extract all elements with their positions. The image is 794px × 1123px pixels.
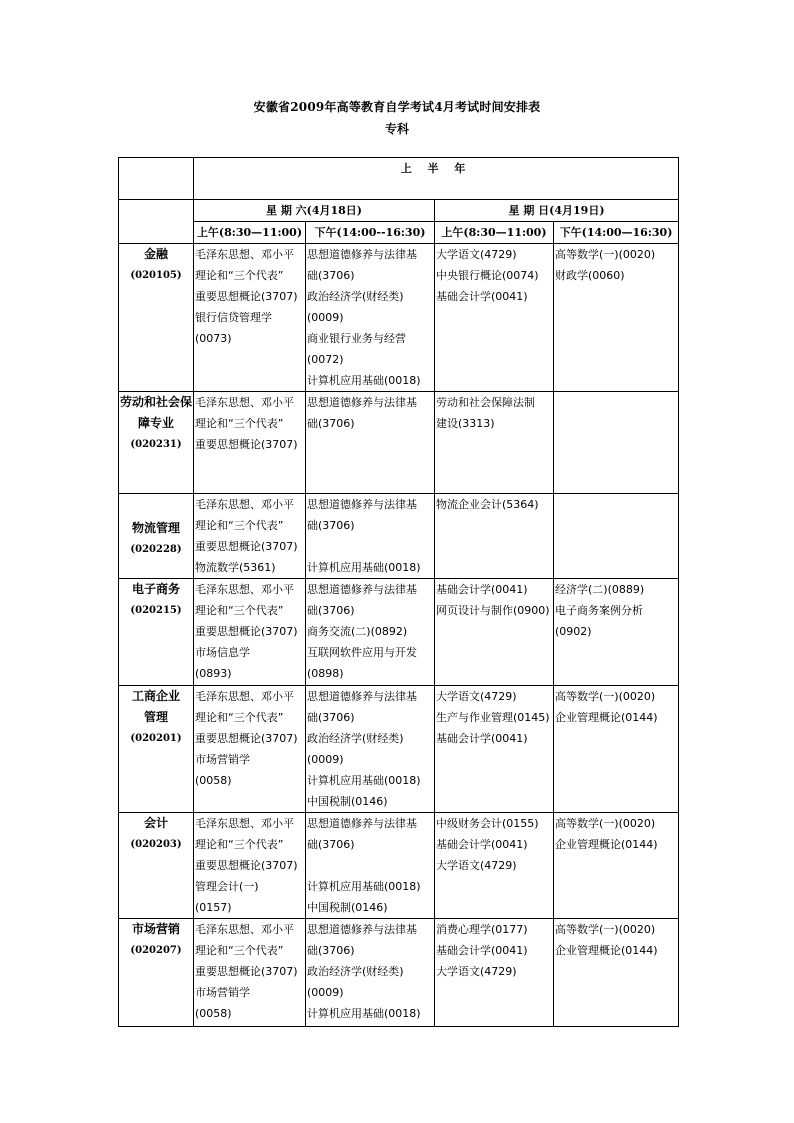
course-line: 理论和“三个代表” bbox=[195, 269, 284, 282]
corner-cell-lower bbox=[119, 200, 194, 244]
course-line: 理论和“三个代表” bbox=[195, 417, 284, 430]
major-cell bbox=[119, 579, 194, 686]
course-line: (0009) bbox=[307, 753, 344, 766]
major-cell bbox=[119, 244, 194, 392]
course-line: 物流企业会计(5364) bbox=[436, 498, 539, 511]
major-name: 会计 bbox=[143, 816, 168, 830]
course-line: 高等数学(一)(0020) bbox=[555, 923, 656, 936]
course-line: 基础会计学(0041) bbox=[436, 838, 528, 851]
course-line: 重要思想概论(3707) bbox=[195, 625, 298, 638]
course-line: 毛泽东思想、邓小平 bbox=[195, 583, 294, 596]
major-code: (020207) bbox=[130, 945, 182, 956]
exam-slot-cell bbox=[435, 686, 554, 813]
course-line: 毛泽东思想、邓小平 bbox=[195, 498, 294, 511]
table-row bbox=[119, 919, 679, 1027]
course-line: 计算机应用基础(0018) bbox=[307, 1007, 421, 1020]
exam-slot-cell bbox=[554, 686, 679, 813]
exam-slot-cell bbox=[194, 919, 306, 1027]
course-line: 理论和“三个代表” bbox=[195, 519, 284, 532]
major-cell bbox=[119, 686, 194, 813]
course-line: 思想道德修养与法律基 bbox=[307, 690, 417, 703]
course-line: 政治经济学(财经类) bbox=[307, 965, 404, 978]
major-name: 劳动和社会保 bbox=[119, 395, 192, 409]
table-row bbox=[119, 686, 679, 813]
course-line: 高等数学(一)(0020) bbox=[555, 248, 656, 261]
course-line: 市场信息学 bbox=[195, 646, 250, 659]
exam-slot-cell bbox=[194, 813, 306, 919]
course-line: (0009) bbox=[307, 311, 344, 324]
course-line: (0902) bbox=[555, 625, 592, 638]
table-row bbox=[119, 579, 679, 686]
sunday-header: 星 期 日(4月19日) bbox=[435, 200, 679, 222]
exam-slot-cell bbox=[435, 919, 554, 1027]
course-line: 网页设计与制作(0900) bbox=[436, 604, 550, 617]
course-line: (0073) bbox=[195, 332, 232, 345]
exam-slot-cell bbox=[306, 494, 435, 579]
exam-slot-cell bbox=[554, 392, 679, 494]
slot-header-sun-pm: 下午(14:00—16:30) bbox=[554, 222, 679, 244]
slot-header-sat-am: 上午(8:30—11:00) bbox=[194, 222, 306, 244]
course-line: 中国税制(0146) bbox=[307, 901, 388, 914]
course-line bbox=[307, 536, 434, 557]
major-name: 物流管理 bbox=[131, 521, 180, 535]
exam-slot-cell bbox=[306, 579, 435, 686]
slot-header-sun-am: 上午(8:30—11:00) bbox=[435, 222, 554, 244]
major-code: (020231) bbox=[130, 439, 182, 450]
course-line: 消费心理学(0177) bbox=[436, 923, 528, 936]
course-line: 物流数学(5361) bbox=[195, 561, 276, 574]
course-line: 重要思想概论(3707) bbox=[195, 859, 298, 872]
course-line: 大学语文(4729) bbox=[436, 690, 517, 703]
major-name: 障专业 bbox=[137, 416, 174, 430]
table-row bbox=[119, 494, 679, 579]
course-line: 理论和“三个代表” bbox=[195, 944, 284, 957]
exam-slot-cell bbox=[194, 686, 306, 813]
major-name: 工商企业 bbox=[131, 689, 180, 703]
exam-slot-cell bbox=[306, 813, 435, 919]
major-cell bbox=[119, 392, 194, 494]
course-line: 理论和“三个代表” bbox=[195, 711, 284, 724]
major-code: (020105) bbox=[130, 270, 182, 281]
exam-slot-cell bbox=[554, 244, 679, 392]
course-line: 计算机应用基础(0018) bbox=[307, 880, 421, 893]
course-line: 大学语文(4729) bbox=[436, 859, 517, 872]
exam-slot-cell bbox=[435, 813, 554, 919]
course-line: (0893) bbox=[195, 667, 232, 680]
course-line: 基础会计学(0041) bbox=[436, 583, 528, 596]
major-cell bbox=[119, 813, 194, 919]
exam-slot-cell bbox=[435, 494, 554, 579]
course-line: 基础会计学(0041) bbox=[436, 290, 528, 303]
course-line: 础(3706) bbox=[307, 711, 355, 724]
course-line: 政治经济学(财经类) bbox=[307, 732, 404, 745]
course-line: 础(3706) bbox=[307, 604, 355, 617]
course-line: 电子商务案例分析 bbox=[555, 604, 643, 617]
course-line: 重要思想概论(3707) bbox=[195, 965, 298, 978]
course-line: 企业管理概论(0144) bbox=[555, 838, 658, 851]
course-line: 企业管理概论(0144) bbox=[555, 711, 658, 724]
exam-slot-cell bbox=[306, 686, 435, 813]
course-line: 计算机应用基础(0018) bbox=[307, 561, 421, 574]
course-line: 大学语文(4729) bbox=[436, 248, 517, 261]
course-line: 高等数学(一)(0020) bbox=[555, 817, 656, 830]
exam-slot-cell bbox=[194, 579, 306, 686]
course-line: 毛泽东思想、邓小平 bbox=[195, 817, 294, 830]
major-code: (020201) bbox=[130, 733, 182, 744]
course-line: 思想道德修养与法律基 bbox=[307, 248, 417, 261]
course-line: (0058) bbox=[195, 1007, 232, 1020]
course-line: 重要思想概论(3707) bbox=[195, 438, 298, 451]
course-line: 计算机应用基础(0018) bbox=[307, 374, 421, 387]
course-line: 中级财务会计(0155) bbox=[436, 817, 539, 830]
major-name: 电子商务 bbox=[131, 582, 180, 596]
table-row bbox=[119, 813, 679, 919]
exam-slot-cell bbox=[306, 244, 435, 392]
course-line: 毛泽东思想、邓小平 bbox=[195, 923, 294, 936]
course-line: 思想道德修养与法律基 bbox=[307, 817, 417, 830]
course-line: (0009) bbox=[307, 986, 344, 999]
course-line: (0058) bbox=[195, 774, 232, 787]
course-line: 重要思想概论(3707) bbox=[195, 732, 298, 745]
course-line: 基础会计学(0041) bbox=[436, 944, 528, 957]
exam-slot-cell bbox=[194, 244, 306, 392]
course-line: 高等数学(一)(0020) bbox=[555, 690, 656, 703]
course-line: 毛泽东思想、邓小平 bbox=[195, 396, 294, 409]
exam-slot-cell bbox=[554, 919, 679, 1027]
course-line: 大学语文(4729) bbox=[436, 965, 517, 978]
course-line: 毛泽东思想、邓小平 bbox=[195, 690, 294, 703]
exam-slot-cell bbox=[194, 392, 306, 494]
saturday-header: 星 期 六(4月18日) bbox=[194, 200, 435, 222]
course-line: 建设(3313) bbox=[436, 417, 495, 430]
major-name: 管理 bbox=[143, 710, 168, 724]
course-line: 管理会计(一) bbox=[195, 880, 259, 893]
course-line: 础(3706) bbox=[307, 417, 355, 430]
exam-slot-cell bbox=[554, 579, 679, 686]
table-row bbox=[119, 244, 679, 392]
corner-cell bbox=[119, 158, 194, 200]
major-code: (020215) bbox=[130, 605, 182, 616]
course-line: 生产与作业管理(0145) bbox=[436, 711, 550, 724]
slot-header-sat-pm: 下午(14:00--16:30) bbox=[306, 222, 435, 244]
course-line: 财政学(0060) bbox=[555, 269, 625, 282]
exam-slot-cell bbox=[554, 813, 679, 919]
exam-slot-cell bbox=[554, 494, 679, 579]
exam-slot-cell bbox=[194, 494, 306, 579]
table-row bbox=[119, 392, 679, 494]
major-cell bbox=[119, 494, 194, 579]
exam-slot-cell bbox=[435, 392, 554, 494]
course-line: 重要思想概论(3707) bbox=[195, 290, 298, 303]
course-line: 商业银行业务与经营 bbox=[307, 332, 406, 345]
course-line: 市场营销学 bbox=[195, 753, 250, 766]
major-code: (020203) bbox=[130, 839, 182, 850]
major-name: 市场营销 bbox=[131, 922, 180, 936]
course-line: 础(3706) bbox=[307, 944, 355, 957]
course-line: 思想道德修养与法律基 bbox=[307, 498, 417, 511]
document-subtitle: 专科 bbox=[384, 122, 409, 136]
course-line: 中央银行概论(0074) bbox=[436, 269, 539, 282]
course-line: 基础会计学(0041) bbox=[436, 732, 528, 745]
course-line: 商务交流(二)(0892) bbox=[307, 625, 408, 638]
exam-slot-cell bbox=[306, 392, 435, 494]
course-line: 重要思想概论(3707) bbox=[195, 540, 298, 553]
course-line: (0072) bbox=[307, 353, 344, 366]
course-line: 理论和“三个代表” bbox=[195, 838, 284, 851]
course-line: 银行信贷管理学 bbox=[195, 311, 272, 324]
course-line: 企业管理概论(0144) bbox=[555, 944, 658, 957]
course-line: 础(3706) bbox=[307, 838, 355, 851]
exam-schedule-table bbox=[118, 157, 679, 1027]
course-line: 互联网软件应用与开发 bbox=[307, 646, 417, 659]
course-line: 劳动和社会保障法制 bbox=[436, 396, 535, 409]
course-line: 思想道德修养与法律基 bbox=[307, 923, 417, 936]
course-line: 计算机应用基础(0018) bbox=[307, 774, 421, 787]
exam-slot-cell bbox=[435, 579, 554, 686]
major-cell bbox=[119, 919, 194, 1027]
course-line bbox=[307, 855, 434, 876]
document-title: 安徽省2009年高等教育自学考试4月考试时间安排表 bbox=[253, 100, 541, 114]
exam-slot-cell bbox=[435, 244, 554, 392]
course-line: 础(3706) bbox=[307, 269, 355, 282]
course-line: 市场营销学 bbox=[195, 986, 250, 999]
course-line: (0157) bbox=[195, 901, 232, 914]
course-line: (0898) bbox=[307, 667, 344, 680]
course-line: 政治经济学(财经类) bbox=[307, 290, 404, 303]
exam-slot-cell bbox=[306, 919, 435, 1027]
half-year-header: 上 半 年 bbox=[194, 158, 679, 200]
course-line: 础(3706) bbox=[307, 519, 355, 532]
course-line: 经济学(二)(0889) bbox=[555, 583, 645, 596]
course-line: 思想道德修养与法律基 bbox=[307, 583, 417, 596]
course-line: 思想道德修养与法律基 bbox=[307, 396, 417, 409]
major-name: 金融 bbox=[143, 247, 168, 261]
major-code: (020228) bbox=[130, 544, 182, 555]
course-line: 毛泽东思想、邓小平 bbox=[195, 248, 294, 261]
course-line: 中国税制(0146) bbox=[307, 795, 388, 808]
course-line: 理论和“三个代表” bbox=[195, 604, 284, 617]
